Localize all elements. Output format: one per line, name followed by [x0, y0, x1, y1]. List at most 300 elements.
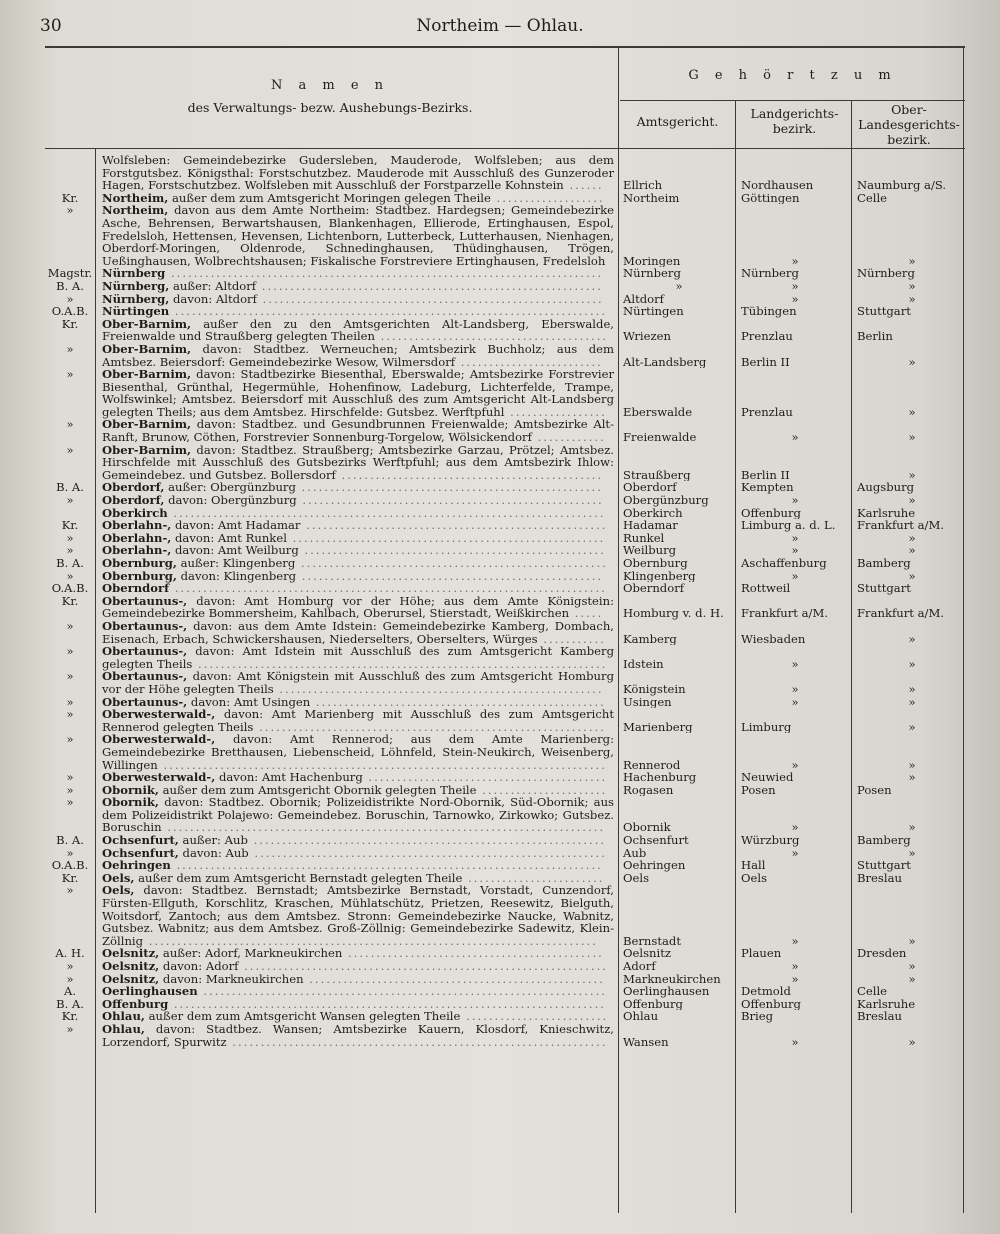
row-prefix: » — [66, 669, 74, 684]
district-name: Obertaunus-, — [102, 593, 188, 608]
amtsgericht-cell: Rogasen — [623, 783, 674, 797]
amtsgericht-cell: Klingenberg — [623, 569, 696, 583]
amtsgericht-cell: Homburg v. d. H. — [623, 607, 724, 620]
district-detail: davon: Amt Marienberg mit Ausschluß des zum Amtsgericht Rennerod gelegten Theils — [102, 707, 614, 734]
district-detail: außer den zu den Amtsgerichten Alt-Landsberg, Eberswalde, Freienwalde und Straußberg gelegten Theilen — [102, 316, 614, 344]
leader-dots: ............................................................................ — [169, 581, 607, 596]
district-name: Obernburg, — [102, 568, 177, 583]
district-name: Oberlahn-, — [102, 530, 172, 545]
district-detail: außer: Obergünzburg — [164, 480, 296, 495]
district-detail: davon: Stadtbez. Wansen; Amtsbezirke Kauern, Klosdorf, Knieschwitz, Lorzendorf, Spurwitz — [102, 1021, 614, 1049]
leader-dots: ............................................................................ — [169, 304, 608, 319]
oberlandesgericht-cell: » — [908, 467, 916, 482]
landgericht-cell: Rottweil — [741, 582, 791, 595]
amtsgericht-cell: Nürtingen — [623, 305, 684, 318]
table-row — [45, 343, 965, 368]
header-namen-sub: des Verwaltungs- bezw. Aushebungs-Bezirks. — [187, 100, 473, 115]
landgericht-cell: Prenzlau — [741, 330, 793, 343]
row-prefix: » — [66, 707, 74, 722]
leader-dots: .............................................................. — [248, 845, 607, 860]
amtsgericht-cell: Wriezen — [623, 330, 671, 343]
oberlandesgericht-cell: » — [908, 845, 916, 860]
district-name: Oelsnitz, — [102, 971, 160, 986]
amtsgericht-cell: Ochsenfurt — [623, 834, 689, 847]
row-prefix: Kr. — [61, 870, 79, 885]
row-prefix: » — [66, 618, 74, 633]
landgericht-cell: » — [791, 254, 799, 268]
district-detail: davon: Amt Runkel — [171, 530, 287, 545]
row-prefix: O.A.B. — [51, 304, 89, 319]
district-name: Oberdorf, — [102, 493, 165, 508]
leader-dots: ................... — [490, 190, 605, 205]
table-row — [45, 620, 965, 645]
oberlandesgericht-cell: Dresden — [857, 946, 907, 961]
district-name: Oberlahn-, — [102, 543, 172, 558]
amtsgericht-cell: Moringen — [623, 254, 681, 268]
leader-dots: ..................................................... — [296, 493, 604, 508]
district-name: Ohlau, — [102, 1021, 145, 1036]
amtsgericht-cell: Obornik — [623, 821, 671, 835]
oberlandesgericht-cell: » — [908, 278, 916, 293]
row-prefix: Kr. — [61, 593, 79, 608]
district-detail: außer: Adorf, Markneukirchen — [159, 946, 343, 961]
leader-dots: ...... — [563, 178, 604, 193]
amtsgericht-cell: Eberswalde — [623, 405, 693, 419]
leader-dots: ..................................................... — [295, 480, 603, 495]
district-detail: außer dem zum Amtsgericht Obornik gelegten Theile — [158, 782, 477, 797]
oberlandesgericht-cell: » — [908, 493, 916, 508]
landgericht-cell: Hall — [741, 859, 766, 872]
oberlandesgericht-cell: » — [908, 656, 916, 671]
district-detail: davon: Stadtbez. Bernstadt; Amtsbezirke Bernstadt, Vorstadt, Cunzendorf, Fürsten-Ellguth, Korschlitz, Kraschen, Mühlatschütz, Prietzen, Reesewitz, Bielguth, Woitsdorf, Zantoch; aus dem Amtsbez. Stronn: Gemeindebezirke Naucke, Wabnitz, Gutsbez. Wabnitz; aus dem Amtsbez. Groß-Zöllnig: Gemeindebezirke Sadewitz, Klein-Zöllnig — [102, 883, 614, 948]
landgericht-cell: » — [791, 494, 799, 507]
district-detail: davon: Adorf — [159, 959, 239, 973]
table-row — [45, 494, 965, 507]
header-gehoert: G e h ö r t z u m — [688, 68, 897, 83]
table-body — [45, 154, 965, 1048]
district-detail: davon: Stadtbez. Obornik; Polizeidistrikte Nord-Obornik, Süd-Obornik; aus dem Polizeidistrikt Polajewo: Gemeindebez. Boruschin, Tarnowko, Zirkowko; Gutsbez. Boruschin — [102, 795, 614, 835]
district-detail: davon: Amt Rennerod; aus dem Amte Marienberg: Gemeindebezirke Bretthausen, Liebenscheid, Löhnfeld, Stein-Neukirch, Weisenberg, Willingen — [102, 732, 614, 772]
landgericht-cell: » — [791, 279, 799, 293]
landgericht-cell: » — [791, 292, 799, 306]
landgericht-cell: » — [791, 758, 799, 772]
header-landgericht: Landgerichts- bezirk. — [750, 106, 839, 136]
leader-dots: ................. — [504, 404, 607, 419]
amtsgericht-cell: Offenburg — [623, 997, 683, 1011]
landgericht-cell: Oels — [741, 871, 768, 885]
district-name: Ochsenfurt, — [102, 845, 179, 860]
district-detail: davon: Stadtbezirke Biesenthal, Eberswalde; Amtsbezirke Forstrevier Biesenthal, Grünthal, Hegermühle, Hohenfinow, Ladeburg, Lichterfelde, Trampe, Wolfswinkel; Amtsbez. Beiersdorf mit Ausschluß des zum Amtsgericht Alt-Landsberg gelegten Theils; aus dem Amtsbez. Hirschfelde: Gutsbez. Werftpfuhl — [102, 367, 614, 419]
row-prefix: Kr. — [61, 1009, 79, 1024]
oberlandesgericht-cell: Augsburg — [857, 480, 915, 495]
district-name: Ober-Barnim, — [102, 417, 192, 432]
row-prefix: » — [66, 770, 74, 785]
row-prefix: Magstr. — [47, 266, 93, 281]
district-detail: davon: Altdorf — [169, 291, 257, 306]
amtsgericht-cell: Bernstadt — [623, 934, 681, 948]
district-name: Ohlau, — [102, 1009, 145, 1024]
landgericht-cell: » — [791, 934, 799, 948]
row-prefix: » — [66, 732, 74, 747]
header-amtsgericht: Amtsgericht. — [636, 114, 719, 129]
leader-dots: ...................................................... — [295, 556, 608, 570]
district-detail: davon aus dem Amte Northeim: Stadtbez. Hardegsen; Gemeindebezirke Asche, Behrensen, Berwartshausen, Blankenhagen, Ellierode, Ertinghausen, Espol, Fredelsloh, Hettensen, Hevensen, Lichtenborn, Lutterbeck, Lutterhausen, Nienhagen, Oberdorf-Moringen, Oldenrode, Schnedinghausen, Thüdinghausen, Trögen, Ueßinghausen, Wolbrechtshausen; Fiskalische Forstreviere Ertinghausen, Fredelsloh — [102, 203, 614, 268]
row-prefix: » — [66, 1021, 74, 1036]
landgericht-cell: Plauen — [741, 947, 782, 960]
amtsgericht-cell: Alt-Landsberg — [623, 355, 707, 369]
page-title: Northeim — Ohlau. — [416, 16, 584, 36]
row-prefix: » — [66, 568, 74, 583]
table-row — [45, 884, 965, 947]
landgericht-cell: Würzburg — [741, 834, 800, 847]
header-oberlandesgericht: Ober- Landesgerichts- bezirk. — [858, 102, 960, 147]
leader-dots: ............ — [531, 430, 606, 445]
table-row — [45, 595, 965, 620]
district-name: Obernburg, — [102, 556, 177, 570]
district-name: Obornik, — [102, 795, 159, 810]
table-row — [45, 368, 965, 418]
leader-dots: ............................................................ — [256, 291, 604, 306]
leader-dots: ..................................................... — [298, 543, 606, 558]
district-detail: davon: Stadtbez. Straußberg; Amtsbezirke Garzau, Prötzel; Amtsbez. Hirschfelde mit Ausschluß des Gutsbezirks Werftpfuhl; aus dem Amtsbezirk Ihlow: Gemeindebez. und Gutsbez. Bollersdorf — [102, 442, 614, 482]
district-detail: davon: Markneukirchen — [159, 971, 304, 986]
row-prefix: » — [66, 493, 74, 508]
table-row — [45, 733, 965, 771]
amtsgericht-cell: Hadamar — [623, 519, 678, 532]
oberlandesgericht-cell: » — [908, 568, 916, 583]
district-name: Oberdorf, — [102, 480, 165, 495]
district-detail: außer: Altdorf — [169, 278, 257, 293]
oberlandesgericht-cell: » — [908, 770, 916, 785]
table-row — [45, 418, 965, 443]
leader-dots: ............................................. — [342, 946, 604, 961]
leader-dots: .............................................................................. — [157, 757, 607, 772]
oberlandesgericht-cell: Breslau — [857, 1009, 902, 1024]
oberlandesgericht-cell: » — [908, 430, 916, 445]
amtsgericht-cell: Oelsnitz — [623, 947, 671, 960]
district-detail: davon: Stadtbez. Werneuchen; Amtsbezirk Buchholz; aus dem Amtsbez. Beiersdorf: Gemeindebezirke Wesow, Wilmersdorf — [102, 341, 614, 369]
row-prefix: Kr. — [61, 190, 79, 205]
district-name: Northeim, — [102, 203, 169, 218]
district-name: Nürnberg — [102, 266, 166, 281]
district-name: Oels, — [102, 870, 135, 885]
district-detail: außer: Aub — [178, 833, 248, 848]
oberlandesgericht-cell: » — [908, 959, 916, 973]
district-name: Oberwesterwald-, — [102, 707, 216, 722]
landgericht-cell: » — [791, 695, 799, 709]
table-row — [45, 985, 965, 998]
amtsgericht-cell: Marienberg — [623, 720, 693, 734]
leader-dots: ................................................................ — [238, 959, 608, 973]
table-row — [45, 1023, 965, 1048]
district-name: Oberkirch — [102, 505, 168, 520]
oberlandesgericht-cell: » — [908, 404, 916, 419]
amtsgericht-cell: Adorf — [623, 960, 656, 973]
amtsgericht-cell: Oehringen — [623, 859, 686, 872]
leader-dots: ......................... — [455, 354, 603, 369]
landgericht-cell: Nordhausen — [741, 179, 814, 192]
row-prefix: B. A. — [56, 833, 84, 848]
row-prefix: » — [66, 782, 74, 797]
row-prefix: O.A.B. — [51, 858, 89, 873]
table-row — [45, 204, 965, 267]
district-name: Obertaunus-, — [102, 644, 188, 659]
row-prefix: » — [66, 883, 74, 898]
row-prefix: B. A. — [56, 480, 84, 495]
landgericht-cell: » — [791, 1035, 799, 1049]
amtsgericht-cell: Königstein — [623, 682, 686, 696]
district-detail: Wolfsleben: Gemeindebezirke Gudersleben, Mauderode, Wolfsleben; aus dem Forstgutsbez. Königsthal: Forstschutzbez. Mauderode mit Ausschluß des Gunzeroder Hagen, Forstschutzbez. Wolfsleben mit Ausschluß der Forstparzelle Kohnstein — [102, 153, 614, 193]
table-row — [45, 154, 965, 192]
row-prefix: » — [66, 543, 74, 558]
district-detail: davon: Amt Usingen — [187, 694, 311, 709]
leader-dots: ............................................................ — [256, 278, 603, 293]
district-name: Northeim, — [102, 190, 169, 205]
amtsgericht-cell: Ellrich — [623, 179, 663, 192]
oberlandesgericht-cell: » — [908, 253, 916, 268]
amtsgericht-cell: Altdorf — [623, 292, 664, 306]
district-name: Nürnberg, — [102, 278, 170, 293]
row-prefix: A. H. — [55, 946, 85, 961]
amtsgericht-cell: Kamberg — [623, 632, 677, 646]
district-name: Oberlahn-, — [102, 518, 172, 533]
row-prefix: » — [66, 367, 74, 382]
leader-dots: ......................... — [460, 1009, 609, 1024]
district-name: Ochsenfurt, — [102, 833, 179, 848]
amtsgericht-cell: Straußberg — [623, 468, 691, 482]
oberlandesgericht-cell: » — [908, 291, 916, 306]
district-detail: außer dem zum Amtsgericht Bernstadt gelegten Theile — [134, 870, 463, 885]
district-name: Oerlinghausen — [102, 984, 198, 999]
landgericht-cell: Brieg — [741, 1010, 774, 1023]
oberlandesgericht-cell: » — [908, 694, 916, 709]
amtsgericht-cell: Oberdorf — [623, 481, 677, 495]
amtsgericht-cell: Ohlau — [623, 1010, 659, 1023]
district-detail: davon: Aub — [178, 845, 249, 860]
landgericht-cell: Posen — [741, 783, 776, 797]
district-detail: außer: Klingenberg — [176, 556, 296, 570]
district-name: Oberwesterwald-, — [102, 770, 216, 785]
amtsgericht-cell: Nürnberg — [623, 267, 681, 280]
oberlandesgericht-cell: » — [908, 1034, 916, 1049]
oberlandesgericht-cell: » — [908, 681, 916, 696]
oberlandesgericht-cell: » — [908, 719, 916, 734]
landgericht-cell: Limburg a. d. L. — [741, 519, 836, 532]
leader-dots: ........................................ — [375, 329, 609, 344]
district-detail: außer dem zum Amtsgericht Wansen gelegten Theile — [144, 1009, 461, 1024]
row-prefix: » — [66, 971, 74, 986]
row-prefix: » — [66, 530, 74, 545]
leader-dots: ...................... — [476, 782, 608, 797]
district-name: Oels, — [102, 883, 135, 898]
district-name: Ober-Barnim, — [102, 367, 192, 382]
amtsgericht-cell: Runkel — [623, 531, 665, 545]
amtsgericht-cell: Wansen — [623, 1035, 669, 1049]
row-prefix: » — [66, 845, 74, 860]
oberlandesgericht-cell: » — [908, 820, 916, 835]
district-detail: davon: Amt Weilburg — [171, 543, 299, 558]
table-row — [45, 444, 965, 482]
header-namen: N a m e n — [270, 78, 390, 93]
leader-dots: .......................................... — [362, 770, 608, 785]
leader-dots: ............................................................................. — [161, 820, 606, 835]
district-name: Oberwesterwald-, — [102, 732, 216, 747]
landgericht-cell: Nürnberg — [741, 267, 799, 280]
running-header — [0, 16, 1000, 42]
row-prefix: Kr. — [61, 316, 79, 331]
leader-dots: ............................................................................... — [143, 933, 598, 948]
oberlandesgericht-cell: » — [908, 543, 916, 558]
oberlandesgericht-cell: » — [908, 631, 916, 646]
landgericht-cell: » — [791, 531, 799, 545]
row-prefix: » — [66, 442, 74, 457]
district-detail: davon: Obergünzburg — [164, 493, 297, 508]
oberlandesgericht-cell: Karlsruhe — [857, 996, 916, 1011]
table-row — [45, 708, 965, 733]
landgericht-cell: Aschaffenburg — [741, 557, 827, 570]
leader-dots: .................................................................. — [226, 1034, 608, 1049]
leader-dots: ..... — [569, 606, 604, 621]
row-prefix: » — [66, 341, 74, 356]
leader-dots: ........... — [537, 631, 606, 646]
oberlandesgericht-cell: Celle — [857, 984, 888, 999]
district-name: Offenburg — [102, 996, 169, 1011]
oberlandesgericht-cell: Celle — [857, 190, 888, 205]
table-row — [45, 318, 965, 343]
leader-dots: ............................................................................ — [165, 266, 604, 281]
landgericht-cell: » — [791, 657, 799, 671]
oberlandesgericht-cell: Naumburg a/S. — [857, 178, 947, 193]
amtsgericht-cell: Hachenburg — [623, 771, 697, 784]
leader-dots: ....................................................... — [286, 530, 606, 545]
district-name: Nürtingen — [102, 304, 170, 319]
amtsgericht-cell: Oels — [623, 871, 650, 885]
oberlandesgericht-cell: » — [908, 530, 916, 545]
oberlandesgericht-cell: Posen — [857, 782, 892, 797]
header-rule — [45, 148, 965, 149]
oberlandesgericht-cell: Frankfurt a/M. — [857, 518, 945, 533]
landgericht-cell: » — [791, 569, 799, 583]
landgericht-cell: » — [791, 821, 799, 835]
landgericht-cell: Offenburg — [741, 506, 801, 520]
district-name: Oelsnitz, — [102, 946, 160, 961]
table-row — [45, 796, 965, 834]
district-name: Obertaunus-, — [102, 694, 188, 709]
district-name: Obornik, — [102, 782, 159, 797]
district-name: Oelsnitz, — [102, 959, 160, 973]
leader-dots: .............................................. — [335, 467, 604, 482]
amtsgericht-cell: Oberndorf — [623, 582, 685, 595]
landgericht-cell: » — [791, 431, 799, 444]
landgericht-cell: Göttingen — [741, 191, 800, 205]
oberlandesgericht-cell: Nürnberg — [857, 266, 915, 281]
leader-dots: ........................................................................ — [192, 656, 608, 671]
row-prefix: B. A. — [56, 278, 84, 293]
row-prefix: » — [66, 795, 74, 810]
row-prefix: » — [66, 959, 74, 973]
row-prefix: O.A.B. — [51, 581, 89, 596]
landgericht-cell: Neuwied — [741, 771, 794, 784]
leader-dots: ............................................................. — [253, 719, 606, 734]
row-prefix: » — [66, 291, 74, 306]
landgericht-cell: Berlin II — [741, 355, 790, 369]
district-name: Obertaunus-, — [102, 669, 188, 684]
leader-dots: .................................................... — [303, 971, 605, 986]
table-row — [45, 670, 965, 695]
amtsgericht-cell: Rennerod — [623, 758, 681, 772]
amtsgericht-cell: Obernburg — [623, 557, 688, 570]
leader-dots: ........................................................................... — [170, 858, 603, 873]
landgericht-cell: » — [791, 972, 799, 986]
row-prefix: Kr. — [61, 518, 79, 533]
landgericht-cell: » — [791, 846, 799, 860]
district-detail: davon: Amt Homburg vor der Höhe; aus dem Amte Königstein: Gemeindebezirke Bommersheim, Kahlbach, Oberursel, Stierstadt, Weißkirchen — [102, 593, 614, 621]
oberlandesgericht-cell: Stuttgart — [857, 304, 911, 319]
leader-dots: ......................................................... — [273, 681, 604, 696]
register-table — [45, 46, 965, 1213]
landgericht-cell: Kempten — [741, 481, 794, 495]
oberlandesgericht-cell: Karlsruhe — [857, 505, 916, 520]
row-prefix: B. A. — [56, 996, 84, 1011]
oberlandesgericht-cell: Stuttgart — [857, 858, 911, 873]
amtsgericht-cell: Oerlinghausen — [623, 985, 710, 998]
leader-dots: ..................................................... — [296, 568, 604, 583]
oberlandesgericht-cell: » — [908, 757, 916, 772]
row-prefix: » — [66, 694, 74, 709]
district-name: Ober-Barnim, — [102, 316, 192, 331]
oberlandesgericht-cell: Frankfurt a/M. — [857, 606, 945, 621]
leader-dots: ............................................................................ — [168, 996, 606, 1011]
row-prefix: » — [66, 203, 74, 218]
amtsgericht-cell: Obergünzburg — [623, 494, 709, 507]
oberlandesgericht-cell: Stuttgart — [857, 581, 911, 596]
landgericht-cell: Prenzlau — [741, 405, 793, 419]
district-detail: davon: Amt Idstein mit Ausschluß des zum Amtsgericht Kamberg gelegten Theils — [102, 644, 614, 671]
landgericht-cell: Berlin II — [741, 468, 790, 482]
oberlandesgericht-cell: » — [908, 933, 916, 948]
district-name: Oehringen — [102, 858, 171, 873]
oberlandesgericht-cell: » — [908, 971, 916, 986]
leader-dots: ....................................................................... — [197, 984, 607, 999]
amtsgericht-cell: Freienwalde — [623, 431, 697, 444]
district-name: Oberndorf — [102, 581, 170, 596]
leader-dots: ................................................... — [310, 694, 606, 709]
leader-dots: ..................................................... — [300, 518, 608, 533]
page-number: 30 — [40, 16, 62, 36]
landgericht-cell: Wiesbaden — [741, 632, 806, 646]
oberlandesgericht-cell: » — [908, 354, 916, 369]
district-detail: außer dem zum Amtsgericht Moringen gelegen Theile — [168, 190, 491, 205]
landgericht-cell: » — [791, 960, 799, 973]
district-detail: davon: Amt Hachenburg — [215, 770, 363, 785]
district-detail: davon: Amt Königstein mit Ausschluß des zum Amtsgericht Homburg vor der Höhe gelegten Theils — [102, 669, 614, 696]
row-prefix: » — [66, 644, 74, 659]
landgericht-cell: » — [791, 682, 799, 696]
district-name: Ober-Barnim, — [102, 442, 192, 457]
amtsgericht-cell: » — [675, 279, 683, 293]
oberlandesgericht-cell: Bamberg — [857, 833, 911, 848]
district-detail: davon: aus dem Amte Idstein: Gemeindebezirke Kamberg, Dombach, Eisenach, Erbach, Schwickershausen, Niederselters, Oberselters, Würges — [102, 618, 614, 646]
amtsgericht-cell: Idstein — [623, 657, 664, 671]
landgericht-cell: Detmold — [741, 985, 791, 998]
row-prefix: » — [66, 417, 74, 432]
row-prefix: B. A. — [56, 556, 84, 570]
landgericht-cell: Tübingen — [741, 305, 797, 318]
district-name: Ober-Barnim, — [102, 341, 192, 356]
landgericht-cell: Limburg — [741, 720, 792, 734]
amtsgericht-cell: Usingen — [623, 695, 672, 709]
amtsgericht-cell: Oberkirch — [623, 506, 683, 520]
